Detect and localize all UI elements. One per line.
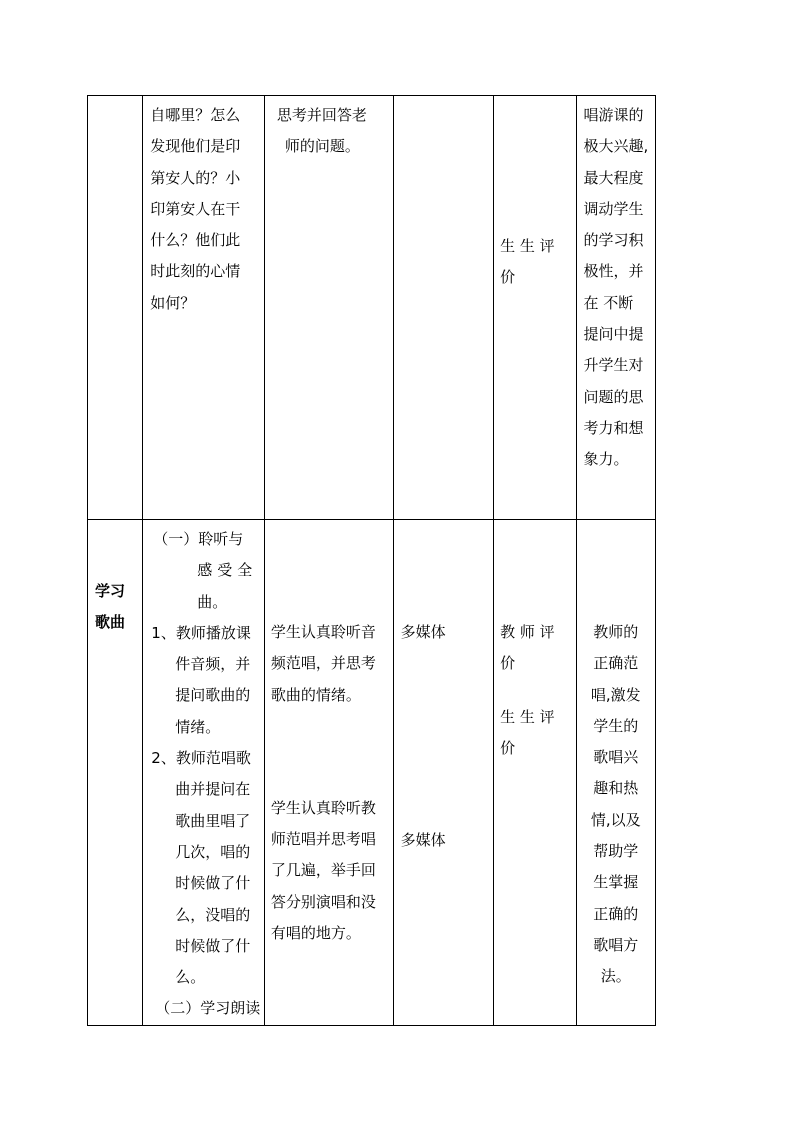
intent-line: 在 不断 [583,293,634,312]
content-line: 自哪里？怎么 [150,106,241,124]
eval-line: 价 [500,654,516,673]
intent-line: 法。 [600,967,631,986]
student-line: 歌曲的情绪。 [270,685,361,704]
student-activity-cell [264,96,393,520]
intent-line: 的学习积 [583,231,644,250]
evaluation-cell [494,96,576,520]
student-line: 答分别演唱和没 [270,892,376,911]
table-row [88,96,656,520]
content-line: 么，没唱的 [175,905,251,924]
section-title-line: 歌曲 [95,613,126,632]
student-line: 思考并回答老 [276,106,367,124]
content-line: 如何？ [150,293,196,312]
table-row [88,520,656,1026]
media-label: 多媒体 [400,831,446,850]
content-line: 1、教师播放课 [151,623,251,642]
content-line: 么。 [175,968,206,987]
content-line: （一）聆听与 [153,530,244,548]
content-line: 发现他们是印 [150,137,241,156]
content-line: 情绪。 [175,717,221,736]
content-line: 曲并提问在 [175,780,251,799]
content-line: 时此刻的心情 [150,262,241,281]
intent-line: 提问中提 [583,325,644,344]
intent-line: 情,以及 [590,810,641,829]
intent-line: 极大兴趣, [583,137,649,156]
eval-line: 生 生 评 [500,237,555,255]
intent-line: 象力。 [583,450,629,469]
intent-line: 考力和想 [583,418,644,437]
content-line: 时候做了什 [175,936,251,955]
student-line: 频范唱，并思考 [270,654,376,673]
intent-line: 趣和热 [593,779,639,798]
content-line: 歌曲里唱了 [175,811,251,830]
student-activity-cell [264,520,393,1026]
intent-line: 帮助学 [593,842,639,861]
content-line: 曲。 [197,592,228,611]
section-cell [88,520,143,1026]
student-line: 有唱的地方。 [270,924,361,943]
content-line: 印第安人在干 [150,199,241,218]
student-line: 师范唱并思考唱 [270,830,376,849]
intent-line: 学生的 [593,716,639,735]
lesson-plan-table [87,95,656,1026]
content-line: 什么？他们此 [150,231,241,250]
content-line: 件音频，并 [175,655,251,674]
intent-line: 歌唱兴 [593,748,639,767]
intent-line: 正确范 [593,654,639,673]
content-line: 2、教师范唱歌 [151,749,251,768]
content-line: 感受全 [197,561,258,580]
section-title-line: 学习 [95,582,126,600]
intent-line: 最大程度 [583,168,644,187]
eval-line: 教 师 评 [500,623,555,641]
design-intent-cell [576,520,655,1026]
teacher-activity-cell [143,520,265,1026]
intent-line: 生掌握 [593,873,639,892]
content-line: 提问歌曲的 [175,686,251,705]
intent-line: 唱,激发 [590,685,641,704]
intent-line: 唱游课的 [583,106,644,124]
intent-line: 正确的 [593,904,639,923]
eval-line: 生 生 评 [500,707,555,726]
eval-line: 价 [500,268,516,287]
design-intent-cell [576,96,655,520]
media-cell [393,520,494,1026]
intent-line: 教师的 [593,623,639,641]
intent-line: 调动学生 [583,199,644,218]
evaluation-cell [494,520,576,1026]
student-line: 学生认真聆听教 [270,798,376,817]
content-line: 几次，唱的 [175,842,251,861]
teacher-activity-cell [143,96,265,520]
student-line: 学生认真聆听音 [270,623,376,641]
intent-line: 升学生对 [583,356,644,375]
intent-line: 歌唱方 [593,935,639,954]
content-line: 第安人的？小 [150,168,241,187]
student-line: 了几遍，举手回 [270,861,376,880]
media-label: 多媒体 [400,623,446,641]
intent-line: 问题的思 [583,387,644,406]
eval-line: 价 [500,738,516,757]
content-line: 时候做了什 [175,874,251,893]
student-line: 师的问题。 [284,137,360,156]
content-line: （二）学习朗读 [155,999,261,1018]
section-cell-empty [88,96,143,520]
intent-line: 极性，并 [583,262,644,281]
media-cell [393,96,494,520]
